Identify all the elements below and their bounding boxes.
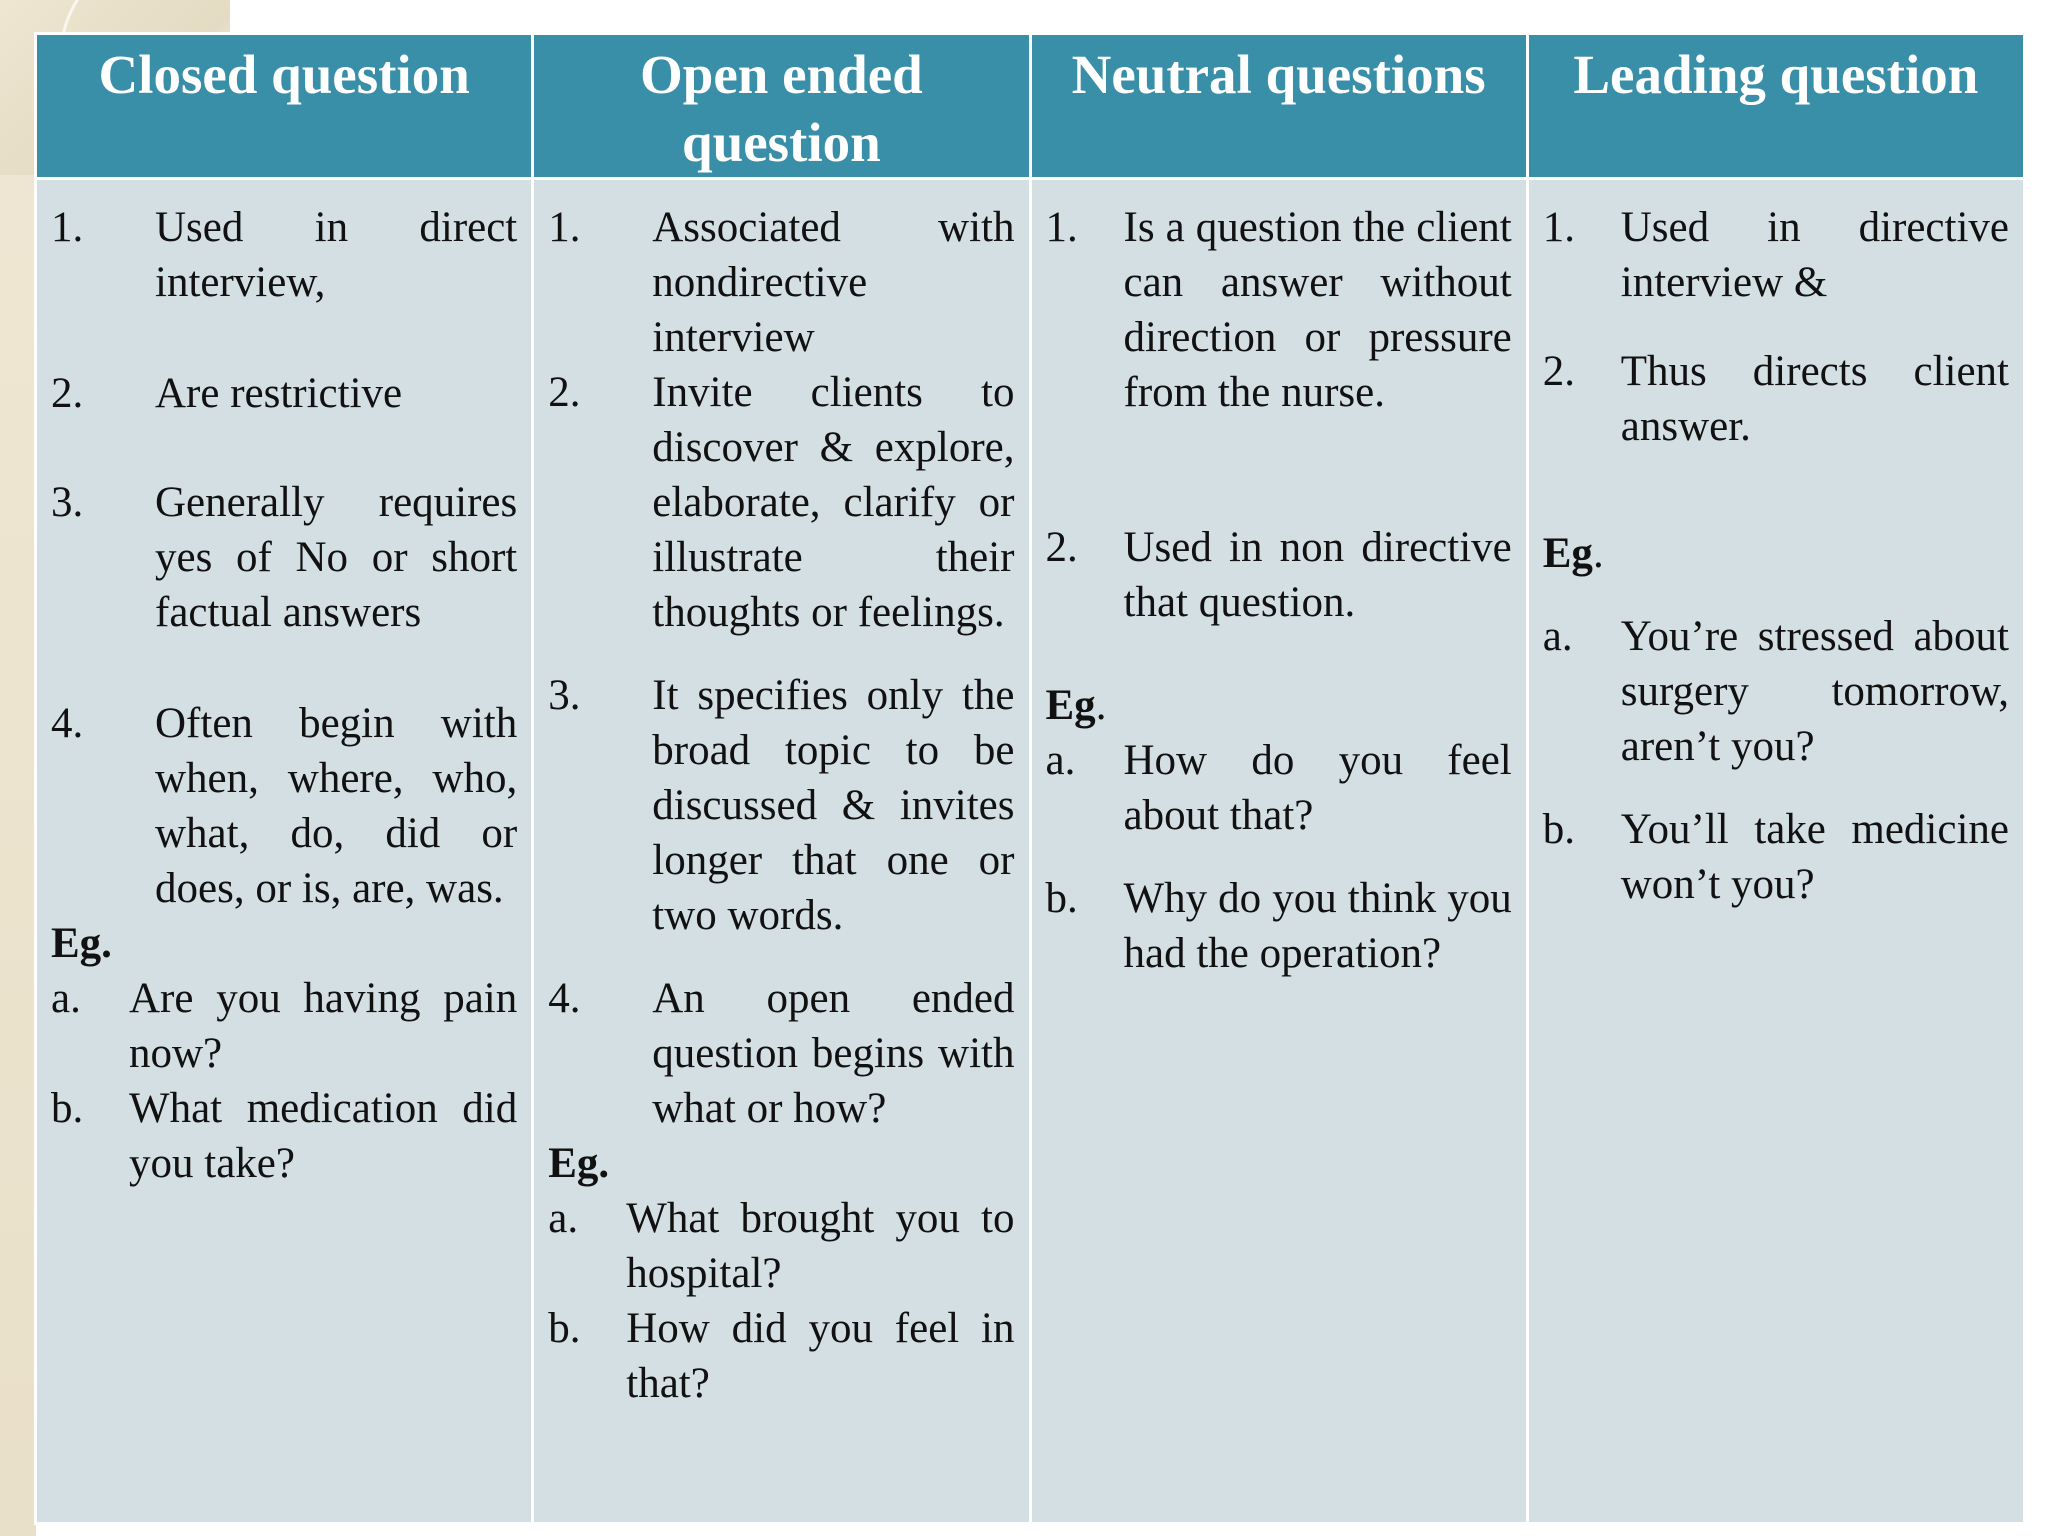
list-item <box>51 696 517 916</box>
item-number: 3. <box>548 672 581 719</box>
list-item <box>1046 520 1512 630</box>
example-label-text: Eg <box>1542 530 1593 577</box>
example-label-text: Eg <box>1045 682 1096 729</box>
example-letter: a. <box>1045 737 1076 784</box>
item-text: It specifies only the broad topic to be discussed & invites longer that one or two words. <box>652 672 1015 939</box>
item-text: Associated with nondirective interview <box>652 204 1015 361</box>
list-item <box>548 971 1014 1136</box>
cell-open-ended-question <box>533 179 1030 1524</box>
example-label: Eg. <box>548 1140 610 1187</box>
header-leading-question: Leading question <box>1527 34 2024 179</box>
example-letter: a. <box>548 1195 579 1242</box>
item-number: 2. <box>1542 348 1575 395</box>
list-item <box>51 475 517 640</box>
list-item <box>548 668 1014 943</box>
item-number: 2. <box>1045 524 1078 571</box>
example-label <box>1046 678 1512 733</box>
item-text: Used in direct interview, <box>155 204 518 306</box>
item-number: 3. <box>51 479 84 526</box>
item-text: Often begin with when, where, who, what, do, did or does, or is, are, was. <box>155 700 518 912</box>
list-item <box>51 366 517 421</box>
item-text: Are restrictive <box>155 370 403 417</box>
example-item <box>51 971 517 1081</box>
item-number: 2. <box>51 370 84 417</box>
header-closed-question: Closed question <box>36 34 533 179</box>
example-item <box>1046 871 1512 981</box>
list-item <box>1543 344 2009 454</box>
item-text: Invite clients to discover & explore, elaborate, clarify or illustrate their thoughts or feelings. <box>652 369 1015 636</box>
example-letter: b. <box>548 1305 581 1352</box>
item-text: Used in non directive that question. <box>1123 524 1512 626</box>
example-text: What medication did you take? <box>129 1085 518 1187</box>
example-item <box>548 1191 1014 1301</box>
example-item <box>1046 733 1512 843</box>
example-letter: a. <box>51 975 81 1022</box>
item-text: An open ended question begins with what or how? <box>652 975 1015 1132</box>
example-label-dot: . <box>1592 530 1604 577</box>
example-letter: b. <box>1045 875 1078 922</box>
example-text: You’ll take medicine won’t you? <box>1620 806 2009 908</box>
cell-leading-question <box>1527 179 2024 1524</box>
example-item <box>548 1301 1014 1411</box>
item-text: Is a question the client can answer without direction or pressure from the nurse. <box>1123 204 1512 416</box>
item-number: 1. <box>51 204 84 251</box>
example-item <box>1543 802 2009 912</box>
example-text: Are you having pain now? <box>129 975 518 1077</box>
example-text: You’re stressed about surgery tomorrow, aren’t you? <box>1620 613 2009 770</box>
example-letter: b. <box>1542 806 1575 853</box>
item-text: Used in directive interview & <box>1620 204 2009 306</box>
header-neutral-questions: Neutral questions <box>1030 34 1527 179</box>
list-item <box>1046 200 1512 420</box>
header-row <box>36 34 2025 179</box>
item-text: Thus directs client answer. <box>1620 348 2009 450</box>
question-types-table <box>34 32 2026 1525</box>
item-number: 1. <box>1542 204 1575 251</box>
slide-side-decoration <box>0 0 36 1536</box>
example-letter: b. <box>51 1085 84 1132</box>
list-item <box>51 200 517 310</box>
example-label <box>1543 526 2009 581</box>
list-item <box>548 365 1014 640</box>
header-open-ended-question: Open ended question <box>533 34 1030 179</box>
list-item <box>1543 200 2009 310</box>
example-item <box>51 1081 517 1191</box>
item-number: 4. <box>548 975 581 1022</box>
list-item <box>548 200 1014 365</box>
item-number: 4. <box>51 700 84 747</box>
example-text: How did you feel in that? <box>626 1305 1015 1407</box>
example-text: What brought you to hospital? <box>626 1195 1015 1297</box>
item-number: 2. <box>548 369 581 416</box>
body-row <box>36 179 2025 1524</box>
cell-closed-question <box>36 179 533 1524</box>
example-label-dot: . <box>1095 682 1107 729</box>
item-text: Generally requires yes of No or short factual answers <box>155 479 518 636</box>
example-text: Why do you think you had the operation? <box>1123 875 1512 977</box>
example-item <box>1543 609 2009 774</box>
example-label: Eg. <box>51 920 112 967</box>
cell-neutral-questions <box>1030 179 1527 1524</box>
item-number: 1. <box>548 204 581 251</box>
example-letter: a. <box>1542 613 1573 660</box>
item-number: 1. <box>1045 204 1078 251</box>
example-text: How do you feel about that? <box>1123 737 1512 839</box>
